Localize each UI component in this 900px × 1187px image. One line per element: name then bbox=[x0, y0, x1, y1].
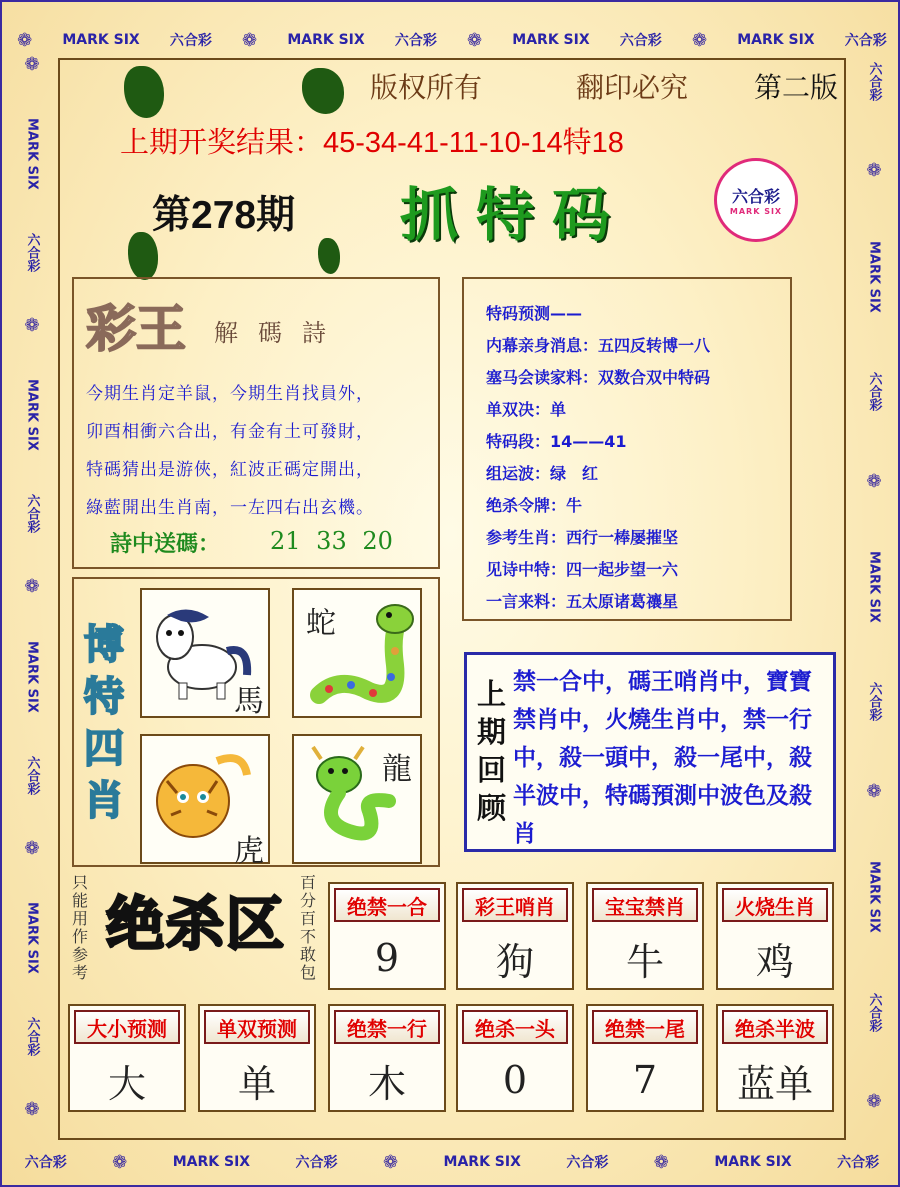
flower-icon: ❁ bbox=[866, 780, 882, 802]
border-brand-cn: 六合彩 bbox=[394, 33, 437, 49]
kill-box bbox=[586, 1004, 704, 1112]
kill-box-value: 7 bbox=[632, 1058, 658, 1102]
kill-box-label: 绝禁一尾 bbox=[592, 1010, 698, 1044]
kill-box-label: 单双预测 bbox=[204, 1010, 310, 1044]
kill-box-label: 绝禁一合 bbox=[334, 888, 440, 922]
flower-icon: ❁ bbox=[24, 576, 40, 598]
border-brand-en: MARK SIX bbox=[172, 1154, 251, 1170]
reference-only-note: 只能用作参考 bbox=[72, 873, 89, 982]
prediction-row: 单双决：单 bbox=[486, 400, 567, 419]
zodiac-name: 蛇 bbox=[306, 606, 336, 641]
kill-box-value: 蓝单 bbox=[736, 1061, 813, 1106]
kill-box-label: 大小预测 bbox=[74, 1010, 180, 1044]
flower-icon: ❁ bbox=[24, 53, 40, 75]
flower-icon: ❁ bbox=[866, 160, 882, 182]
border-brand-en: MARK SIX bbox=[737, 32, 815, 48]
zodiac-cell-tiger bbox=[140, 734, 270, 869]
prediction-row: 参考生肖：西行一棒屡摧坚 bbox=[486, 528, 679, 547]
kill-box bbox=[328, 1004, 446, 1112]
poem-title: 彩王 bbox=[86, 299, 186, 358]
kill-box-value: 单 bbox=[237, 1061, 276, 1106]
flower-icon: ❁ bbox=[242, 29, 258, 51]
kill-box-value: 0 bbox=[502, 1058, 528, 1102]
prediction-panel bbox=[462, 277, 792, 621]
page-title: 抓特码 bbox=[400, 181, 629, 249]
no-reprint-text: 翻印必究 bbox=[576, 71, 689, 104]
kill-box-value: 狗 bbox=[495, 939, 534, 984]
border-brand-cn: 六合彩 bbox=[24, 494, 40, 534]
right-border-band bbox=[854, 32, 894, 1142]
decorative-calligraphy-blob bbox=[318, 238, 340, 274]
zodiac-label-char: 特 bbox=[84, 673, 124, 720]
poem-line: 今期生肖定羊鼠，今期生肖找員外， bbox=[86, 384, 374, 404]
prediction-row: 绝杀令牌：牛 bbox=[486, 496, 583, 515]
kill-box-value: 牛 bbox=[625, 939, 664, 984]
left-border-band bbox=[12, 29, 52, 1142]
review-text: 禁一合中，碼王哨肖中，寶寶禁肖中，火燒生肖中，禁一行中，殺一頭中，殺一尾中，殺半波中，特碼預測中波色及殺肖 bbox=[513, 669, 812, 847]
zodiac-label-char: 四 bbox=[84, 725, 124, 772]
flower-icon: ❁ bbox=[112, 1151, 128, 1173]
poem-send-label: 詩中送碼： bbox=[110, 531, 221, 557]
border-brand-cn: 六合彩 bbox=[295, 1155, 338, 1171]
kill-box bbox=[198, 1004, 316, 1112]
border-brand-cn: 六合彩 bbox=[24, 755, 40, 795]
kill-box bbox=[586, 882, 704, 990]
kill-box bbox=[328, 882, 446, 990]
flower-icon: ❁ bbox=[653, 1151, 669, 1173]
border-brand-en: MARK SIX bbox=[24, 117, 40, 190]
kill-box-value: 9 bbox=[374, 936, 400, 980]
kill-box bbox=[456, 1004, 574, 1112]
mark-six-logo bbox=[714, 158, 798, 242]
border-brand-cn: 六合彩 bbox=[24, 232, 40, 272]
border-brand-cn: 六合彩 bbox=[169, 33, 212, 49]
poem-send-numbers: 21 33 20 bbox=[270, 527, 393, 555]
kill-box-value: 鸡 bbox=[755, 939, 794, 984]
prediction-row: 特码预测—— bbox=[486, 304, 583, 323]
no-guarantee-note: 百分百不敢包 bbox=[300, 873, 317, 982]
border-brand-cn: 六合彩 bbox=[837, 1155, 880, 1171]
prediction-row: 组运波：绿 红 bbox=[486, 464, 599, 483]
kill-box-label: 火烧生肖 bbox=[722, 888, 828, 922]
logo-en: MARK SIX bbox=[729, 207, 783, 216]
kill-box-label: 绝禁一行 bbox=[334, 1010, 440, 1044]
border-brand-cn: 六合彩 bbox=[566, 1155, 609, 1171]
zodiac-cell-snake bbox=[292, 588, 422, 718]
prediction-row: 内幕亲身消息：五四反转博一八 bbox=[486, 336, 711, 355]
border-brand-en: MARK SIX bbox=[24, 902, 40, 974]
flower-icon: ❁ bbox=[24, 315, 40, 336]
border-brand-cn: 六合彩 bbox=[24, 1155, 67, 1171]
poem-subtitle: 解碼詩 bbox=[214, 319, 346, 347]
border-brand-en: MARK SIX bbox=[62, 32, 140, 48]
zodiac-cell-dragon bbox=[292, 734, 422, 864]
border-brand-en: MARK SIX bbox=[714, 1154, 792, 1170]
prediction-row: 见诗中特：四一起步望一六 bbox=[486, 560, 679, 579]
zodiac-label-char: 博 bbox=[84, 621, 124, 668]
border-brand-en: MARK SIX bbox=[866, 240, 882, 313]
border-brand-en: MARK SIX bbox=[24, 379, 40, 452]
zodiac-name: 龍 bbox=[382, 752, 412, 787]
zodiac-label-char: 肖 bbox=[84, 777, 124, 824]
last-issue-review-panel bbox=[464, 652, 836, 852]
prediction-row: 一言来料：五太原诸葛禳星 bbox=[486, 592, 679, 611]
flower-icon: ❁ bbox=[24, 1099, 40, 1121]
border-brand-en: MARK SIX bbox=[24, 640, 40, 713]
kill-box-value: 木 bbox=[367, 1061, 406, 1106]
kill-box bbox=[716, 1004, 834, 1112]
top-border-band bbox=[2, 20, 900, 60]
flower-icon: ❁ bbox=[866, 470, 882, 492]
zodiac-panel-label bbox=[84, 619, 124, 827]
border-brand-en: MARK SIX bbox=[866, 861, 882, 934]
kill-box-label: 彩王哨肖 bbox=[462, 888, 568, 922]
last-draw-result: 上期开奖结果：45-34-41-11-10-14特18 bbox=[120, 127, 624, 159]
prediction-row: 特码段：14——41 bbox=[486, 432, 627, 451]
kill-box-label: 宝宝禁肖 bbox=[592, 888, 698, 922]
kill-box bbox=[456, 882, 574, 990]
flower-icon: ❁ bbox=[24, 837, 40, 859]
decode-poem-panel bbox=[72, 277, 440, 569]
border-brand-en: MARK SIX bbox=[287, 32, 365, 48]
border-brand-cn: 六合彩 bbox=[866, 682, 882, 722]
border-brand-cn: 六合彩 bbox=[866, 61, 882, 101]
zodiac-name: 虎 bbox=[234, 834, 264, 869]
flower-icon: ❁ bbox=[691, 29, 708, 51]
flower-icon: ❁ bbox=[382, 1151, 399, 1173]
flower-icon: ❁ bbox=[866, 1091, 882, 1113]
border-brand-cn: 六合彩 bbox=[24, 1017, 40, 1057]
poem-line: 綠藍開出生肖南，一左四右出玄機。 bbox=[86, 498, 374, 518]
border-brand-cn: 六合彩 bbox=[619, 33, 662, 49]
kill-box-label: 绝杀半波 bbox=[722, 1010, 828, 1044]
prediction-row: 塞马会读家料：双数合双中特码 bbox=[486, 368, 711, 387]
logo-cn: 六合彩 bbox=[731, 187, 780, 206]
border-brand-en: MARK SIX bbox=[512, 32, 590, 48]
border-brand-cn: 六合彩 bbox=[844, 33, 887, 49]
border-brand-cn: 六合彩 bbox=[866, 372, 882, 412]
poem-line: 卯酉相衝六合出，有金有土可發財， bbox=[86, 422, 374, 442]
issue-number: 第278期 bbox=[152, 194, 296, 237]
kill-box-label: 绝杀一头 bbox=[462, 1010, 568, 1044]
border-brand-en: MARK SIX bbox=[443, 1154, 521, 1170]
border-brand-cn: 六合彩 bbox=[866, 992, 882, 1032]
kill-box-value: 大 bbox=[107, 1061, 146, 1106]
bottom-border-band bbox=[2, 1142, 900, 1182]
kill-zone-title: 绝杀区 bbox=[106, 890, 287, 958]
copyright-text: 版权所有 bbox=[370, 71, 483, 104]
review-label: 上期回顾 bbox=[477, 677, 507, 825]
kill-box bbox=[716, 882, 834, 990]
border-brand-en: MARK SIX bbox=[866, 551, 882, 623]
poem-line: 特碼猜出是游俠，紅波正碼定開出， bbox=[86, 460, 374, 480]
kill-box bbox=[68, 1004, 186, 1112]
zodiac-cell-horse bbox=[140, 588, 270, 718]
zodiac-name: 馬 bbox=[234, 684, 264, 719]
edition-text: 第二版 bbox=[754, 71, 839, 104]
flower-icon: ❁ bbox=[17, 29, 33, 51]
flower-icon: ❁ bbox=[467, 29, 483, 51]
